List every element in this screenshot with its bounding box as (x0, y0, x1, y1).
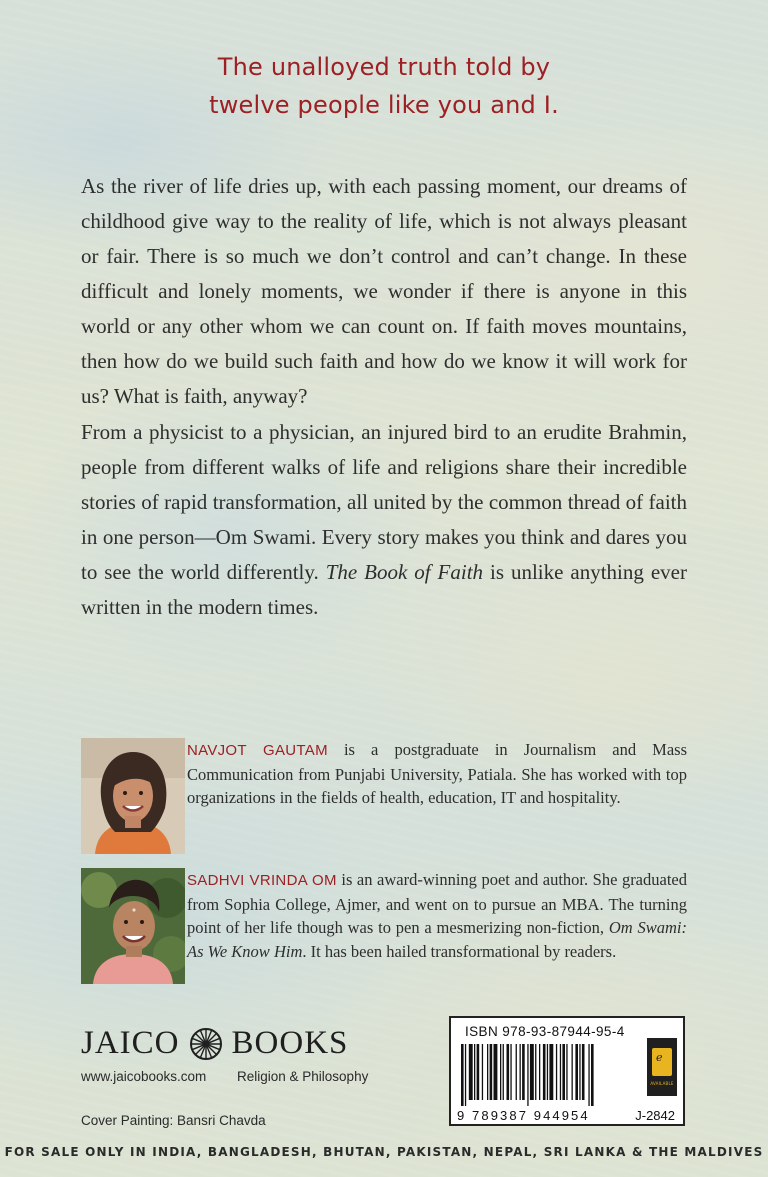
barcode-icon (459, 1044, 637, 1106)
cover-credit: Cover Painting: Bansri Chavda (81, 1113, 266, 1128)
author-bio-body-navjot: is a postgraduate in Journalism and Mass Communication from Punjabi University, Patiala. She has worked with top organizations in the fields of health, education, IT and hospitality. (187, 740, 687, 807)
author-name-navjot: NAVJOT GAUTAM (187, 742, 328, 759)
author-bio-body-sadhvi-a: is an award-winning poet and author. She graduated from Sophia College, Ajmer, and went on to pursue an MBA. The turning point of her life though was to pen a mesmerizing non-fiction, (187, 870, 687, 937)
barcode-digits: 9 789387 944954 (457, 1108, 590, 1123)
blurb-paragraph-2-text-b: is unlike anything ever written in the modern times. (81, 560, 687, 619)
author-photo-navjot (81, 738, 185, 854)
ebook-available-badge (647, 1038, 677, 1096)
ebook-glyph: e (656, 1051, 663, 1064)
tagline (0, 48, 768, 124)
blurb-paragraph-1: As the river of life dries up, with each passing moment, our dreams of childhood give way to the reality of life, which is not always pleasant or fair. There is so much we don’t control and can’t change. In these difficult and lonely moments, we wonder if there is anyone in this world or any other whom we can count on. If faith moves mountains, then how do we build such faith and how do we know it will work for us? What is faith, anyway? (81, 174, 687, 408)
publisher-name-left: JAICO (81, 1025, 180, 1061)
isbn-label: ISBN 978-93-87944-95-4 (465, 1024, 625, 1039)
author-portrait-navjot (81, 738, 185, 854)
publisher-website: www.jaicobooks.com (81, 1069, 207, 1084)
book-category: Religion & Philosophy (237, 1069, 369, 1084)
ebook-icon (652, 1048, 672, 1076)
author-bio-sadhvi (81, 868, 687, 986)
author-bio-navjot (81, 738, 687, 854)
author-bio-text-sadhvi (187, 868, 687, 963)
blurb-paragraph-2 (81, 415, 687, 625)
author-bio-text-navjot (187, 738, 687, 810)
blurb-paragraph-2-text-a: From a physicist to a physician, an injured bird to an erudite Brahmin, people from different walks of life and religions share their incredible stories of rapid transformation, all united by the common thread of faith in one person—Om Swami. Every story makes you think and dares you to see the world differently. (81, 420, 687, 584)
ebook-label: AVAILABLE (650, 1081, 674, 1086)
tagline-line-1: The unalloyed truth told by (217, 53, 551, 81)
publisher-code: J-2842 (635, 1108, 675, 1123)
author-bio-body-sadhvi-b: . It has been hailed transformational by readers. (302, 941, 617, 961)
author-name-sadhvi: SADHVI VRINDA OM (187, 872, 337, 889)
author-photo-sadhvi (81, 868, 185, 984)
book-title: The Book of Faith (325, 560, 484, 584)
publisher-wordmark (81, 1025, 348, 1062)
publisher-name-right: BOOKS (231, 1025, 349, 1061)
author-portrait-sadhvi (81, 868, 185, 984)
tagline-line-2: twelve people like you and I. (209, 91, 559, 119)
isbn-barcode-box (449, 1016, 685, 1126)
author-book-title-sadhvi: Om Swami: As We Know Him (187, 918, 687, 961)
chakra-logo-icon (188, 1026, 224, 1062)
sale-territory-notice: FOR SALE ONLY IN INDIA, BANGLADESH, BHUTAN, PAKISTAN, NEPAL, SRI LANKA & THE MALDIVES (4, 1145, 764, 1159)
